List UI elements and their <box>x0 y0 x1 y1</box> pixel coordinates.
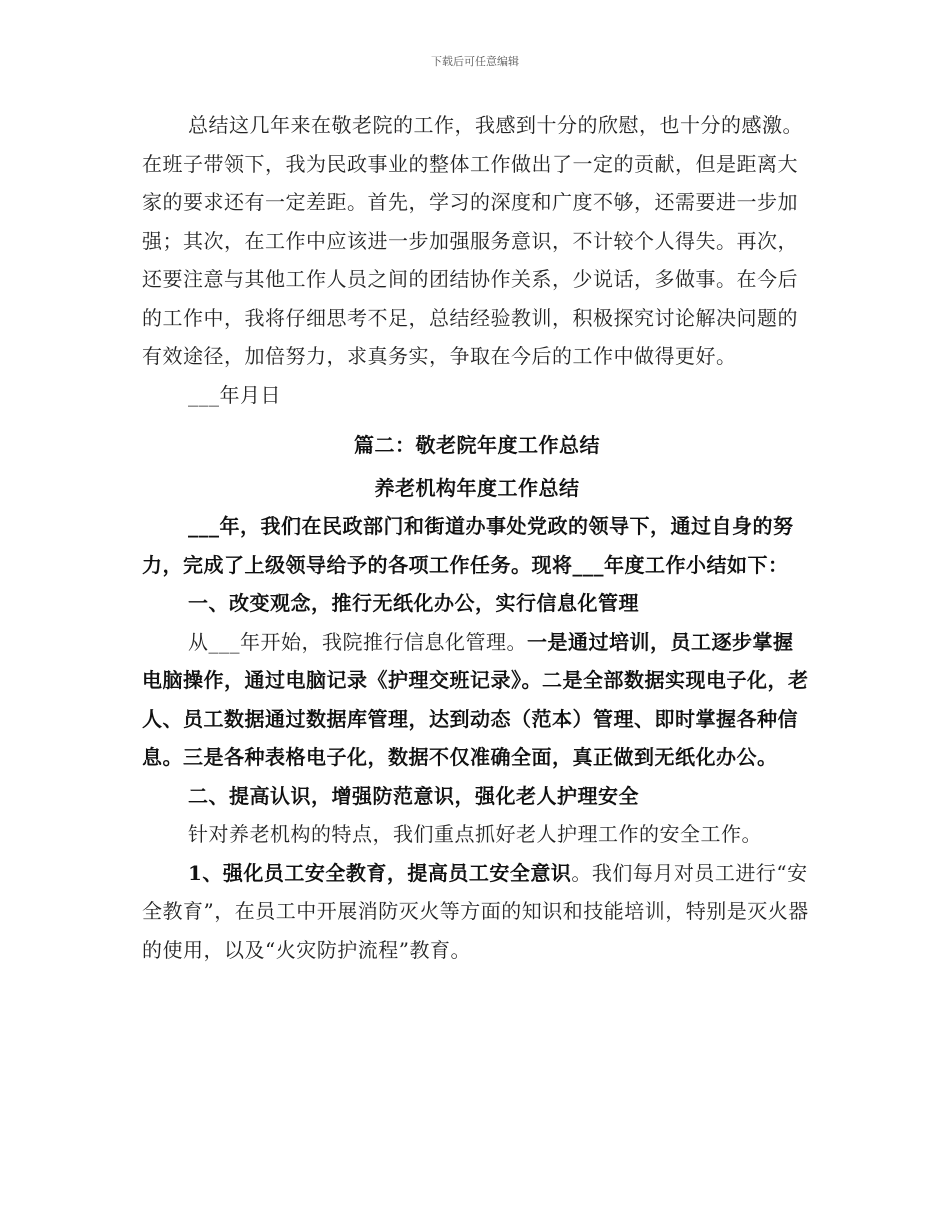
document-title: 养老机构年度工作总结 <box>374 475 580 500</box>
paragraph-summary: 总结这几年来在敬老院的工作，我感到十分的欣慰，也十分的感激。在班子带领下，我为民政事业的整体工作做出了一定的贡献，但是距离大家的要求还有一定差距。首先，学习的深度和广度不够，还需要进一步加强；其次，在工作中应该进一步加强服务意识，不计较个人得失。再次，还要注意与其他工作人员之间的团结协作关系，少说话，多做事。在今后的工作中，我将仔细思考不足，总结经验教训，积极探究讨论解决问题的有效途径，加倍努力，求真务实，争取在今后的工作中做得更好。 <box>142 113 803 368</box>
item1-paragraph <box>142 854 812 970</box>
page-header: 下载后可任意编辑 <box>431 55 519 68</box>
section1-paragraph <box>142 623 812 777</box>
date-line: ___年月日 <box>188 382 281 407</box>
section2-heading: 二、提高认识，增强防范意识，强化老人护理安全 <box>188 783 639 808</box>
item1-heading: 1、强化员工安全教育，提高员工安全意识 <box>188 860 572 885</box>
section-title: 篇二：敬老院年度工作总结 <box>354 433 600 457</box>
section1-text-plain: 从___年开始，我院推行信息化管理。 <box>188 629 527 654</box>
section2-paragraph: 针对养老机构的特点，我们重点抓好老人护理工作的安全工作。 <box>188 822 762 846</box>
intro-paragraph: ___年，我们在民政部门和街道办事处党政的领导下，通过自身的努力，完成了上级领导给予的各项工作任务。现将___年度工作小结如下： <box>142 514 794 577</box>
section1-heading: 一、改变观念，推行无纸化办公，实行信息化管理 <box>188 591 639 615</box>
section1-text-bold: 一是通过培训，员工逐步掌握电脑操作，通过电脑记录《护理交班记录》。二是全部数据实现电子化，老人、员工数据通过数据库管理，达到动态（范本）管理、即时掌握各种信息。三是各种表格电子化，数据不仅准确全面，真正做到无纸化办公。 <box>142 629 809 769</box>
item1-text: 。我们每月对员工进行“安全教育”，在员工中开展消防灭火等方面的知识和技能培训，特别是灭火器的使用，以及“火灾防护流程”教育。 <box>142 860 809 962</box>
document-body <box>142 106 812 969</box>
